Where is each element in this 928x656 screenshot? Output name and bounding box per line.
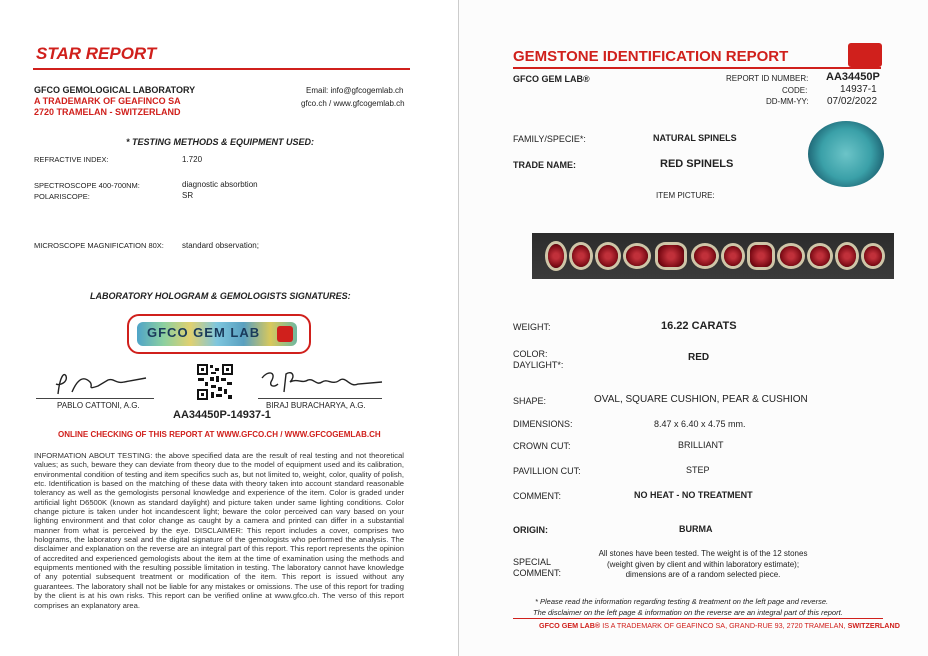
daylight-label: DAYLIGHT*: <box>513 360 564 370</box>
gem-stone <box>548 244 564 268</box>
signature-cattoni-icon <box>50 368 150 398</box>
origin-label: ORIGIN: <box>513 525 548 535</box>
test-value-spectroscope: diagnostic absorbtion <box>182 180 258 189</box>
hologram-heading: LABORATORY HOLOGRAM & GEMOLOGISTS SIGNATURES: <box>90 291 351 301</box>
shape-value: OVAL, SQUARE CUSHION, PEAR & CUSHION <box>594 394 808 405</box>
special-comment-label: COMMENT: <box>513 568 561 578</box>
test-value-refractive: 1.720 <box>182 155 203 164</box>
trade-label: TRADE NAME: <box>513 160 576 170</box>
gemologist-2-name: BIRAJ BURACHARYA, A.G. <box>266 401 366 410</box>
signature-line-right <box>258 398 382 399</box>
report-code: AA34450P-14937-1 <box>173 409 271 421</box>
gem-stone <box>750 245 772 267</box>
hologram-image <box>137 322 297 346</box>
gemstone-report-page <box>459 0 928 656</box>
gem-lab-name: GFCO GEM LAB® <box>513 74 590 84</box>
gem-stone <box>626 246 648 266</box>
color-label: COLOR: <box>513 349 548 359</box>
crown-cut-value: BRILLIANT <box>678 440 724 450</box>
gem-stone <box>572 245 590 267</box>
pavillion-cut-value: STEP <box>686 465 710 475</box>
gem-stone <box>780 246 802 266</box>
footer-trademark <box>539 621 900 630</box>
shape-label: SHAPE: <box>513 396 547 406</box>
footer-note-1: * Please read the information regarding testing & treatment on the left page and reverse. <box>535 597 829 606</box>
trade-value: RED SPINELS <box>660 158 734 170</box>
gem-stone <box>598 245 618 267</box>
code-label: CODE: <box>782 86 808 95</box>
comment-label: COMMENT: <box>513 491 561 501</box>
footer-divider <box>513 618 883 619</box>
title-divider-right <box>513 67 881 69</box>
gfco-logo-icon <box>848 43 882 67</box>
hologram-text: GFCO GEM LAB <box>147 325 261 340</box>
report-id-value: AA34450P <box>826 71 880 83</box>
special-comment-value: All stones have been tested. The weight is of the 12 stones (weight given by client and within laboratory estimate); dimensions are of a random selected piece. <box>598 549 808 579</box>
gemologist-1-name: PABLO CATTONI, A.G. <box>57 401 140 410</box>
lab-trademark: A TRADEMARK OF GEAFINCO SA <box>34 96 181 106</box>
lab-address: 2720 TRAMELAN - SWITZERLAND <box>34 107 181 117</box>
star-report-title: STAR REPORT <box>36 44 157 63</box>
dimensions-value: 8.47 x 6.40 x 4.75 mm. <box>654 419 746 429</box>
special-label: SPECIAL <box>513 557 552 567</box>
test-label-microscope: MICROSCOPE MAGNIFICATION 80X: <box>34 241 164 250</box>
signature-buracharya-icon <box>258 366 388 398</box>
weight-label: WEIGHT: <box>513 322 551 332</box>
testing-information: INFORMATION ABOUT TESTING: the above specified data are the result of real testing and not theoretical values; as such, beware they can deviate from theory due to the model of equipment used and its calibration, environmental condition of testing and item specifics such as, but not limited to, weight, color, quality of polish, etc. Identification is based on the matching of these data with theory taken into account standard reasonable tolerancy as well as the gemologists personal knowledge and experience of the item. Color is graded under artificial light D6500K (known as standard daylight) and picture taken under same lighting conditions. Color change picture is taken under hot incandescent light; beware the color perceived can vary based on your lighting environment and that color change as caught by a camera and printed can differ in a substantial manner from what is perceived by the eye. DISCLAIMER: This report includes a cover, comprises two holograms, the laboratory seal and the digital signature of the gemologists who performed the analysis. The disclaimer and explanation on the reverse are an integral part of this report. This report represents the opinion of accredited and experienced gemologists about the item at the time of examination using the methods and equipments mentioned with the resulting possible limitation in testing. The laboratory cannot have knowledge of any potential subsequent treatment or modification of the item. This report is issued without any guarantees. The laboratory shall not be liable for any mistakes or omissions. The use of this report for trading by the client is at his own risks. This report can be verified online at www.gfco.ch. The verso of this report comprises an explanatory area. <box>34 451 404 610</box>
laboratory-seal-icon <box>808 121 884 187</box>
report-id-label: REPORT ID NUMBER: <box>726 74 809 83</box>
footer-note-2: The disclaimer on the left page & information on the reverse are an integral part of this report. <box>533 608 843 617</box>
gem-stone <box>694 246 716 266</box>
lab-name: GFCO GEMOLOGICAL LABORATORY <box>34 85 196 95</box>
gem-stone <box>658 245 684 267</box>
footer-country: SWITZERLAND <box>847 621 900 630</box>
weight-value: 16.22 CARATS <box>661 320 737 332</box>
date-value: 07/02/2022 <box>827 96 878 107</box>
gem-stone <box>724 246 742 266</box>
qr-code-icon[interactable] <box>196 363 234 401</box>
gem-stone <box>810 246 830 266</box>
family-value: NATURAL SPINELS <box>653 133 737 143</box>
gemstone-report-title: GEMSTONE IDENTIFICATION REPORT <box>513 48 789 65</box>
date-label: DD-MM-YY: <box>766 97 809 106</box>
footer-address: IS A TRADEMARK OF GEAFINCO SA, GRAND-RUE 93, 2720 TRAMELAN, <box>600 621 848 630</box>
test-label-refractive: REFRACTIVE INDEX: <box>34 155 109 164</box>
test-value-polariscope: SR <box>182 191 194 200</box>
dimensions-label: DIMENSIONS: <box>513 419 573 429</box>
origin-value: BURMA <box>679 524 713 534</box>
test-value-microscope: standard observation; <box>182 241 259 250</box>
test-label-spectroscope: SPECTROSCOPE 400-700NM: <box>34 181 140 190</box>
gem-stone <box>864 246 882 266</box>
lab-email[interactable]: Email: info@gfcogemlab.ch <box>306 86 404 95</box>
signature-line-left <box>36 398 154 399</box>
hologram-logo-icon <box>277 326 293 342</box>
methods-heading: * TESTING METHODS & EQUIPMENT USED: <box>126 137 315 147</box>
crown-cut-label: CROWN CUT: <box>513 441 571 451</box>
color-value: RED <box>688 352 710 363</box>
online-check-link[interactable]: ONLINE CHECKING OF THIS REPORT AT WWW.GFCO.CH / WWW.GFCOGEMLAB.CH <box>58 430 381 439</box>
laboratory-hologram <box>127 314 311 354</box>
star-report-page <box>0 0 459 656</box>
item-picture-label: ITEM PICTURE: <box>656 191 715 200</box>
lab-websites[interactable]: gfco.ch / www.gfcogemlab.ch <box>301 99 405 108</box>
comment-value: NO HEAT - NO TREATMENT <box>634 490 753 500</box>
family-label: FAMILY/SPECIE*: <box>513 134 586 144</box>
item-picture <box>532 233 894 279</box>
code-value: 14937-1 <box>840 84 877 95</box>
pavillion-cut-label: PAVILLION CUT: <box>513 466 581 476</box>
title-divider <box>33 68 410 70</box>
test-label-polariscope: POLARISCOPE: <box>34 192 90 201</box>
gem-stone <box>838 245 856 267</box>
footer-lab: GFCO GEM LAB® <box>539 621 601 630</box>
